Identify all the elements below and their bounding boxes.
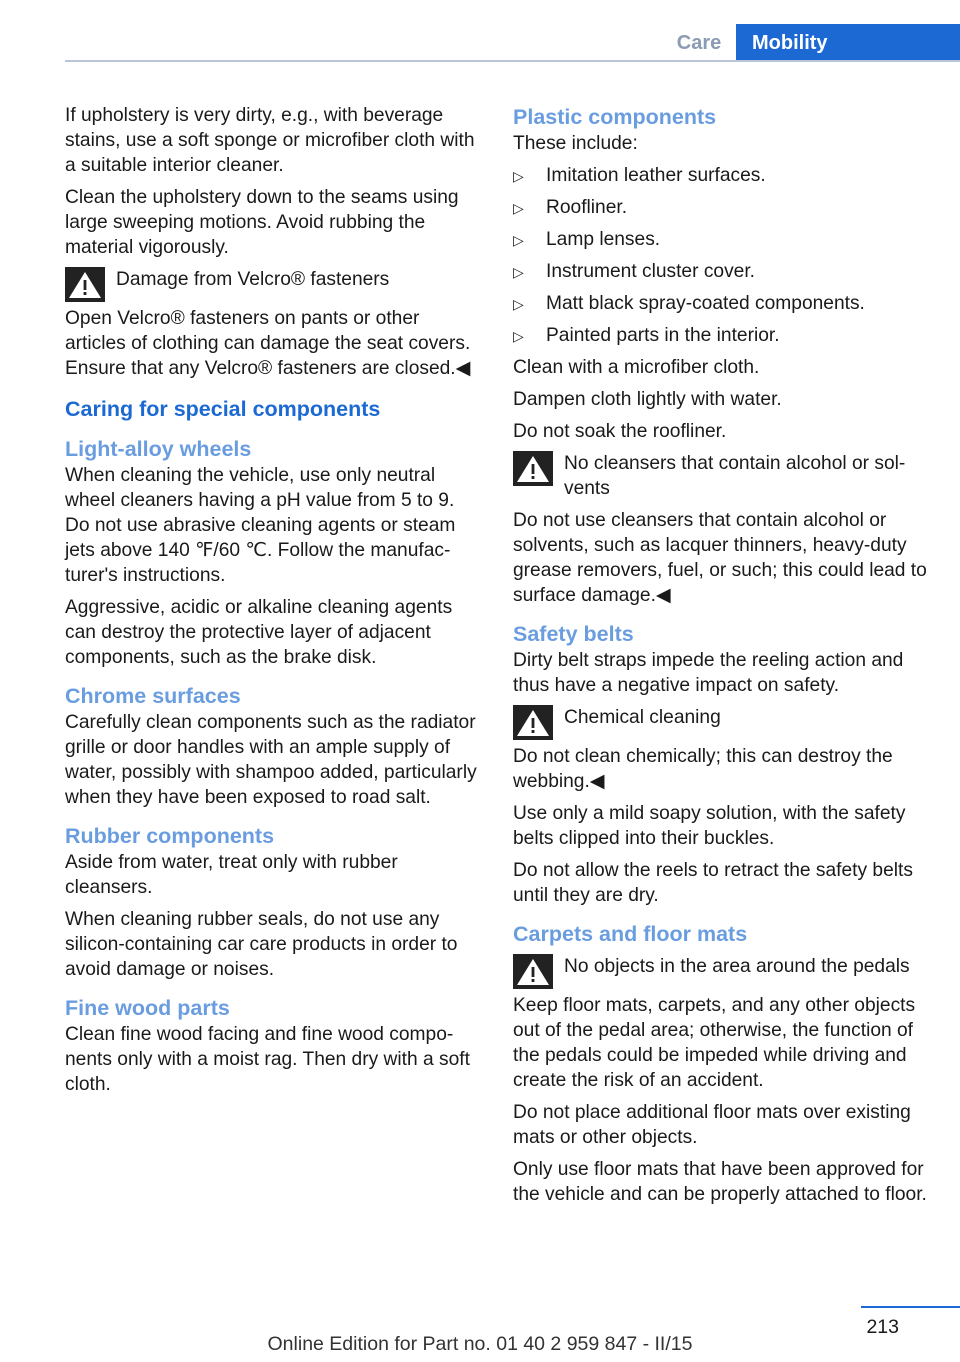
paragraph: Clean with a microfiber cloth. xyxy=(513,357,760,378)
list-item: ▷ Painted parts in the interior. xyxy=(513,323,933,348)
warning-triangle-icon xyxy=(513,451,553,486)
page-number: 213 xyxy=(866,1316,899,1338)
warning-pedals xyxy=(513,954,933,1093)
subsection-heading: Chrome surfaces xyxy=(65,684,241,708)
header-rule xyxy=(65,60,960,62)
triangle-bullet-icon: ▷ xyxy=(513,232,524,248)
footer-edition: Online Edition for Part no. 01 40 2 959 847 - II/15 xyxy=(267,1333,693,1355)
warning-title: Chemical cleaning xyxy=(564,707,721,728)
subsection-heading: Fine wood parts xyxy=(65,996,230,1020)
warning-title: Damage from Velcro® fasteners xyxy=(116,269,390,290)
triangle-bullet-icon: ▷ xyxy=(513,296,524,312)
paragraph: These include: xyxy=(513,133,638,154)
plastic-list xyxy=(513,163,933,348)
triangle-bullet-icon: ▷ xyxy=(513,168,524,184)
triangle-bullet-icon: ▷ xyxy=(513,328,524,344)
paragraph: When cleaning the vehicle, use only neutral wheel cleaners having a pH value from 5 to 9. Do not use abrasive cleaning agents or steam jets above 140 ℉/60 ℃. Follow the manufacturer's instructions. xyxy=(65,465,456,586)
list-item: ▷ Lamp lenses. xyxy=(513,227,933,252)
paragraph: Clean the upholstery down to the seams using large sweeping motions. Avoid rubbing the material vigorously. xyxy=(65,187,459,258)
warning-body: Do not clean chemically; this can destroy the webbing.◀ xyxy=(513,746,893,792)
warning-body: Do not use cleansers that contain alcohol or solvents, such as lacquer thinners, heavy-duty grease removers, fuel, or such; this could lead to surface damage.◀ xyxy=(513,510,927,606)
paragraph: Aggressive, acidic or alkaline cleaning agents can destroy the protective layer of adjacent components, such as the brake disk. xyxy=(65,597,453,668)
left-column xyxy=(65,103,480,1104)
paragraph: Carefully clean components such as the radiator grille or door handles with an ample supply of water, possibly with shampoo added, particularly when they have been exposed to road salt. xyxy=(65,712,477,808)
paragraph: When cleaning rubber seals, do not use any silicon-containing car care products in order to avoid damage or noises. xyxy=(65,909,458,980)
warning-body: Keep floor mats, carpets, and any other objects out of the pedal area; otherwise, the function of the pedals could be impeded while driving and create the risk of an accident. xyxy=(513,995,916,1091)
paragraph: Aside from water, treat only with rubber cleansers. xyxy=(65,852,398,898)
paragraph: Dirty belt straps impede the reeling action and thus have a negative impact on safety. xyxy=(513,650,904,696)
subsection-heading: Carpets and floor mats xyxy=(513,922,748,946)
paragraph: Use only a mild soapy solution, with the safety belts clipped into their buckles. xyxy=(513,803,906,849)
warning-velcro xyxy=(65,267,480,381)
paragraph: Do not soak the roofliner. xyxy=(513,421,727,442)
warning-body: Open Velcro® fasteners on pants or other articles of clothing can damage the seat covers. Ensure that any Velcro® fasteners are closed.◀ xyxy=(65,308,471,379)
warning-triangle-icon xyxy=(513,705,553,740)
warning-triangle-icon xyxy=(65,267,105,302)
paragraph: Do not place additional floor mats over existing mats or other objects. xyxy=(513,1102,911,1148)
page-number-rule xyxy=(861,1306,960,1308)
right-column xyxy=(513,103,933,1214)
subsection-heading: Rubber components xyxy=(65,824,275,848)
subsection-heading: Safety belts xyxy=(513,622,634,646)
paragraph: Dampen cloth lightly with water. xyxy=(513,389,782,410)
paragraph: If upholstery is very dirty, e.g., with beverage stains, use a soft sponge or microfiber cloth with a suitable interior cleaner. xyxy=(65,105,475,176)
list-item: ▷ Matt black spray-coated components. xyxy=(513,291,933,316)
warning-title: No cleansers that contain alcohol or solvents xyxy=(564,453,906,499)
list-item: ▷ Imitation leather surfaces. xyxy=(513,163,933,188)
warning-chemical xyxy=(513,705,933,794)
subsection-heading: Light-alloy wheels xyxy=(65,437,252,461)
subsection-heading: Plastic components xyxy=(513,105,717,129)
warning-cleansers xyxy=(513,451,933,608)
paragraph: Clean fine wood facing and fine wood components only with a moist rag. Then dry with a soft cloth. xyxy=(65,1024,470,1095)
paragraph: Do not allow the reels to retract the safety belts until they are dry. xyxy=(513,860,913,906)
triangle-bullet-icon: ▷ xyxy=(513,200,524,216)
tab-care[interactable]: Care xyxy=(676,32,722,54)
triangle-bullet-icon: ▷ xyxy=(513,264,524,280)
list-item: ▷ Instrument cluster cover. xyxy=(513,259,933,284)
paragraph: Only use floor mats that have been approved for the vehicle and can be properly attached to floor. xyxy=(513,1159,927,1205)
list-item: ▷ Roofliner. xyxy=(513,195,933,220)
warning-triangle-icon xyxy=(513,954,553,989)
tab-mobility[interactable]: Mobility xyxy=(736,24,960,62)
warning-title: No objects in the area around the pedals xyxy=(564,956,910,977)
section-heading: Caring for special components xyxy=(65,397,381,421)
